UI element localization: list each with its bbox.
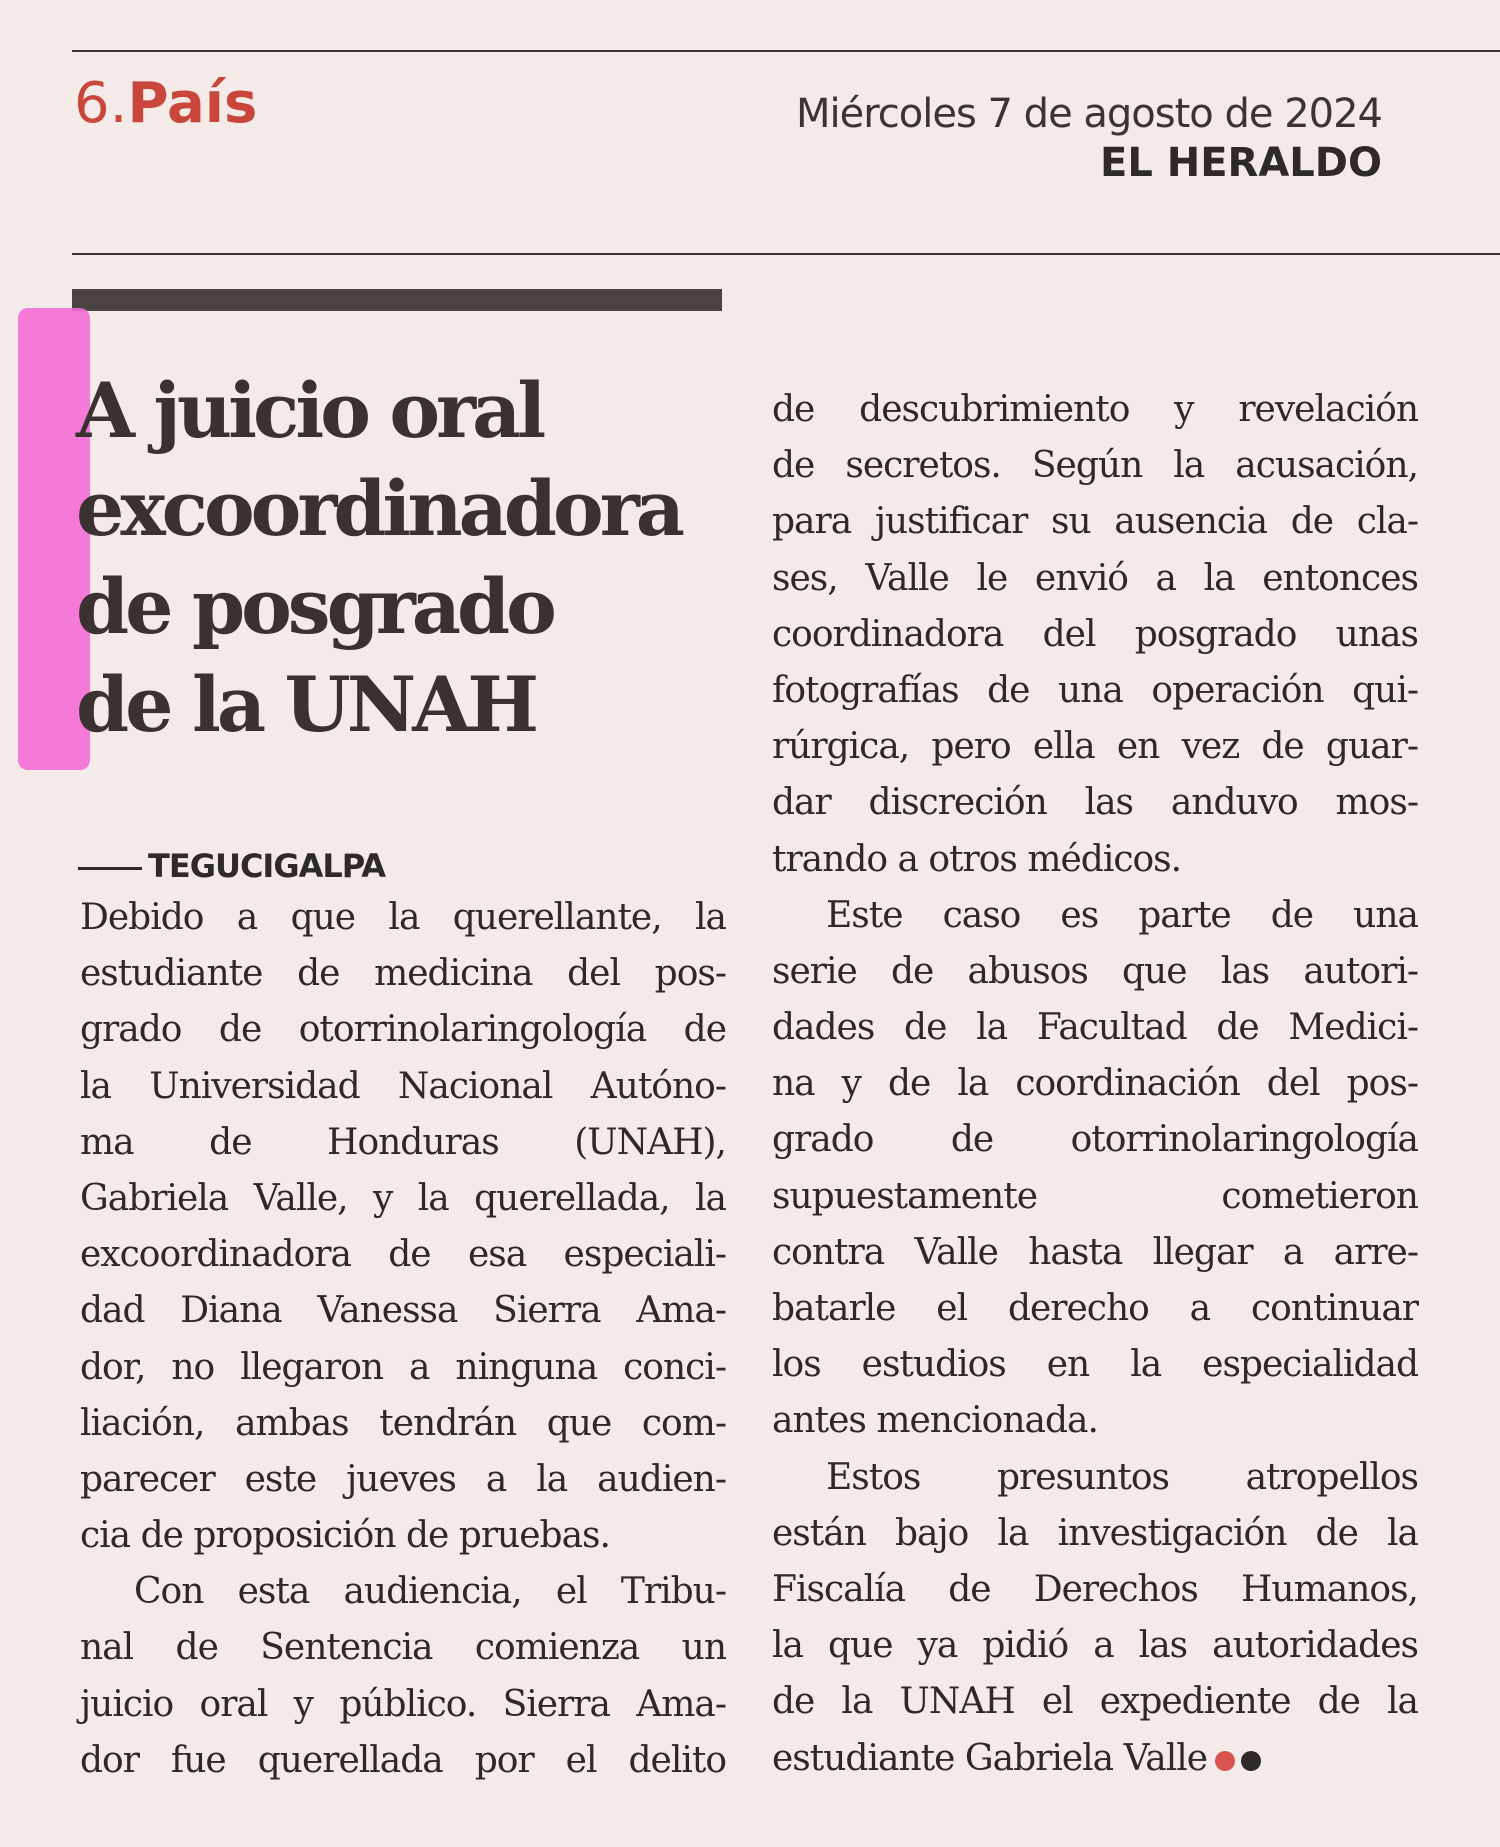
body-line: serie de abusos que las autori- (772, 950, 1418, 992)
body-line: Fiscalía de Derechos Humanos, (772, 1568, 1418, 1610)
body-line: batarle el derecho a continuar (772, 1288, 1418, 1329)
dateline-city: TEGUCIGALPA (148, 847, 386, 885)
headline-line: A juicio oral (76, 366, 543, 455)
article-column-left (80, 890, 726, 1789)
body-line: rúrgica, pero ella en vez de guar- (772, 726, 1418, 768)
body-line-text: estudiante Gabriela Valle (772, 1737, 1208, 1779)
body-line: cia de proposición de pruebas. (80, 1515, 610, 1557)
end-of-article-icon (1215, 1732, 1267, 1788)
body-line: supuestamente cometieron (772, 1175, 1418, 1217)
headline-line: de la UNAH (76, 660, 536, 749)
body-line: para justificar su ausencia de cla- (772, 501, 1418, 543)
top-rule (72, 50, 1500, 52)
newspaper-name: EL HERALDO (1100, 140, 1382, 186)
body-line: estudiante de medicina del pos- (80, 953, 726, 995)
body-line: dor fue querellada por el delito (80, 1739, 726, 1781)
body-line: Este caso es parte de una (826, 894, 1418, 936)
body-line: excoordinadora de esa especiali- (80, 1234, 726, 1276)
body-line: grado de otorrinolaringología (772, 1119, 1418, 1161)
body-line: de la UNAH el expediente de la (772, 1681, 1418, 1723)
headline-bar (72, 289, 722, 311)
section-label (74, 68, 257, 140)
body-line: grado de otorrinolaringología de (80, 1009, 726, 1051)
body-line: parecer este jueves a la audien- (80, 1458, 726, 1500)
body-line: nal de Sentencia comienza un (80, 1627, 726, 1669)
body-line: están bajo la investigación de la (772, 1512, 1418, 1554)
end-dot-red (1215, 1751, 1235, 1771)
body-line: Debido a que la querellante, la (80, 897, 726, 938)
body-line: na y de la coordinación del pos- (772, 1063, 1418, 1105)
body-line: fotografías de una operación qui- (772, 669, 1418, 711)
body-line: Con esta audiencia, el Tribu- (134, 1571, 726, 1613)
body-line: Estos presuntos atropellos (826, 1456, 1418, 1498)
issue-date: Miércoles 7 de agosto de 2024 (795, 91, 1382, 137)
body-line: los estudios en la especialidad (772, 1344, 1418, 1386)
body-line: dades de la Facultad de Medici- (772, 1007, 1418, 1049)
body-line: Gabriela Valle, y la querellada, la (80, 1177, 726, 1219)
body-line: la que ya pidió a las autoridades (772, 1625, 1418, 1667)
article-headline (76, 362, 756, 754)
dateline-dash (78, 867, 142, 870)
article-column-right (772, 382, 1418, 1787)
body-line: coordinadora del posgrado unas (772, 613, 1418, 655)
body-line: ma de Honduras (UNAH), (80, 1121, 726, 1163)
body-line: la Universidad Nacional Autóno- (80, 1065, 726, 1107)
headline-line: excoordinadora (76, 464, 681, 553)
body-line: de secretos. Según la acusación, (772, 445, 1418, 487)
body-line: juicio oral y público. Sierra Ama- (80, 1683, 726, 1725)
body-line: de descubrimiento y revelación (772, 389, 1418, 430)
headline-line: de posgrado (76, 562, 553, 651)
header-divider (72, 253, 1500, 255)
section-name: País (127, 71, 258, 136)
page-number: 6. (74, 71, 128, 136)
body-line: dar discreción las anduvo mos- (772, 782, 1418, 824)
dateline (78, 846, 385, 886)
body-line: ses, Valle le envió a la entonces (772, 557, 1418, 599)
body-line: trando a otros médicos. (772, 838, 1182, 880)
body-line: liación, ambas tendrán que com- (80, 1402, 726, 1444)
body-line-last (772, 1731, 1418, 1787)
body-line: dor, no llegaron a ninguna conci- (80, 1346, 726, 1388)
body-line: dad Diana Vanessa Sierra Ama- (80, 1290, 726, 1332)
body-line: contra Valle hasta llegar a arre- (772, 1231, 1418, 1273)
end-dot-dark (1241, 1751, 1261, 1771)
body-line: antes mencionada. (772, 1400, 1098, 1442)
